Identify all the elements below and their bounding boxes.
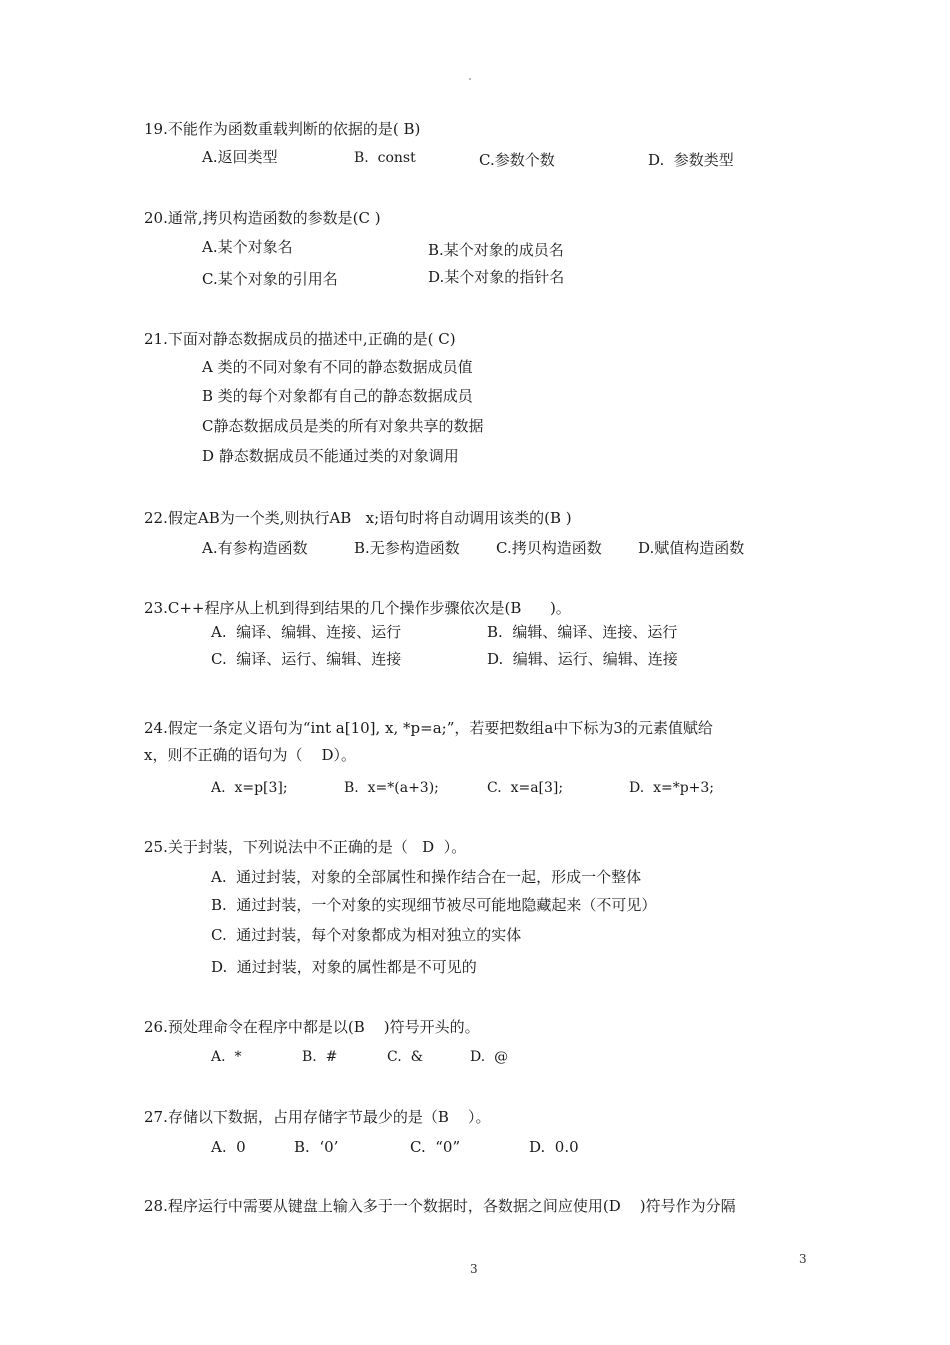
q26-option-c: C. & <box>387 1049 424 1065</box>
q21-option-c: C静态数据成员是类的所有对象共享的数据 <box>202 417 484 435</box>
q22-option-c: C.拷贝构造函数 <box>496 539 602 557</box>
scan-dot <box>469 78 471 80</box>
q27-option-d: D. 0.0 <box>529 1138 579 1156</box>
q19-option-c: C.参数个数 <box>479 151 555 169</box>
q26-option-b: B. # <box>302 1049 338 1065</box>
q27-option-b: B. ‘0’ <box>294 1138 339 1156</box>
page-number-right: 3 <box>799 1252 807 1266</box>
q24-option-b: B. x=*(a+3); <box>344 780 439 796</box>
q21-option-d: D 静态数据成员不能通过类的对象调用 <box>202 447 459 465</box>
question-24-stem-line2: x，则不正确的语句为（ D）。 <box>144 746 357 764</box>
question-28-stem: 28.程序运行中需要从键盘上输入多于一个数据时，各数据之间应使用(D )符号作为分隔 <box>144 1197 736 1215</box>
q23-option-c: C. 编译、运行、编辑、连接 <box>211 650 402 668</box>
q26-option-d: D. @ <box>470 1049 509 1065</box>
q25-option-a: A. 通过封装，对象的全部属性和操作结合在一起，形成一个整体 <box>211 868 642 886</box>
question-24-stem-line1: 24.假定一条定义语句为“int a[10], x, *p=a;”，若要把数组a中下标为3的元素值赋给 <box>144 719 713 737</box>
q27-option-a: A. 0 <box>211 1138 246 1156</box>
q20-option-a: A.某个对象名 <box>202 238 293 256</box>
q26-option-a: A. * <box>211 1049 242 1065</box>
q20-option-b: B.某个对象的成员名 <box>428 241 564 259</box>
q22-option-d: D.赋值构造函数 <box>638 539 745 557</box>
question-25-stem: 25.关于封装，下列说法中不正确的是（ D ）。 <box>144 838 467 856</box>
page-number-center: 3 <box>470 1262 478 1276</box>
q19-option-a: A.返回类型 <box>202 148 278 166</box>
q20-option-d: D.某个对象的指针名 <box>428 268 565 286</box>
question-27-stem: 27.存储以下数据，占用存储字节最少的是（B ）。 <box>144 1108 491 1126</box>
q19-option-b: B. const <box>354 150 416 166</box>
question-22-stem: 22.假定AB为一个类,则执行AB x;语句时将自动调用该类的(B ) <box>144 509 572 527</box>
q27-option-c: C. “0” <box>410 1138 461 1156</box>
q25-option-b: B. 通过封装，一个对象的实现细节被尽可能地隐藏起来（不可见） <box>211 896 657 914</box>
question-23-stem: 23.C++程序从上机到得到结果的几个操作步骤依次是(B )。 <box>144 599 571 617</box>
question-21-stem: 21.下面对静态数据成员的描述中,正确的是( C) <box>144 330 456 348</box>
q24-option-c: C. x=a[3]; <box>487 780 564 796</box>
q21-option-b: B 类的每个对象都有自己的静态数据成员 <box>202 387 473 405</box>
q25-option-d: D. 通过封装，对象的属性都是不可见的 <box>211 958 477 976</box>
q21-option-a: A 类的不同对象有不同的静态数据成员值 <box>202 358 473 376</box>
q23-option-d: D. 编辑、运行、编辑、连接 <box>487 650 678 668</box>
question-20-stem: 20.通常,拷贝构造函数的参数是(C ) <box>144 209 381 227</box>
q25-option-c: C. 通过封装，每个对象都成为相对独立的实体 <box>211 926 522 944</box>
q23-option-b: B. 编辑、编译、连接、运行 <box>487 623 678 641</box>
q22-option-a: A.有参构造函数 <box>202 539 308 557</box>
q19-option-d: D. 参数类型 <box>648 151 734 169</box>
q24-option-d: D. x=*p+3; <box>629 780 715 796</box>
q22-option-b: B.无参构造函数 <box>354 539 460 557</box>
question-19-stem: 19.不能作为函数重载判断的依据的是( B) <box>144 120 421 138</box>
q20-option-c: C.某个对象的引用名 <box>202 270 338 288</box>
q23-option-a: A. 编译、编辑、连接、运行 <box>211 623 402 641</box>
q24-option-a: A. x=p[3]; <box>211 780 288 796</box>
question-26-stem: 26.预处理命令在程序中都是以(B )符号开头的。 <box>144 1018 480 1036</box>
